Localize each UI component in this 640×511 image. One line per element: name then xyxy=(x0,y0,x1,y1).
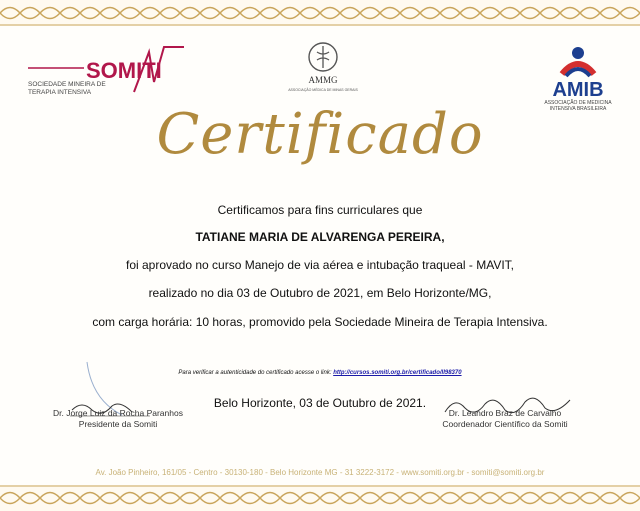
ornamental-border-bottom xyxy=(0,485,640,511)
ornamental-border-top xyxy=(0,0,640,26)
right-signer-name: Dr. Leandro Braz de Carvalho xyxy=(448,408,562,418)
somiti-wordmark: SOMITI xyxy=(86,58,162,83)
intro-text: Certificamos para fins curriculares que xyxy=(217,203,423,217)
recipient-name: TATIANE MARIA DE ALVARENGA PEREIRA, xyxy=(195,230,445,244)
right-signature-block xyxy=(430,408,580,430)
amib-subtitle-1: ASSOCIAÇÃO DE MEDICINA xyxy=(544,100,612,106)
footer-address: Av. João Pinheiro, 161/05 - Centro - 30130-180 - Belo Horizonte MG - 31 3222-3172 - www.somiti.org.br - somiti@somiti.org.br xyxy=(95,468,545,477)
course-text: foi aprovado no curso Manejo de via aérea e intubação traqueal - MAVIT, xyxy=(125,258,514,272)
ammg-wordmark: AMMG xyxy=(308,75,338,85)
workload-text: com carga horária: 10 horas, promovido pela Sociedade Mineira de Terapia Intensiva. xyxy=(92,315,548,329)
right-signer-role: Coordenador Científico da Somiti xyxy=(442,419,568,429)
date-location-text: realizado no dia 03 de Outubro de 2021, em Belo Horizonte/MG, xyxy=(148,286,492,300)
verification-text: Para verificar a autenticidade do certificado acesse o link: xyxy=(178,370,332,376)
somiti-subtitle-1: SOCIEDADE MINEIRA DE xyxy=(28,81,106,88)
amib-wordmark: AMIB xyxy=(552,79,604,101)
amib-subtitle-2: INTENSIVA BRASILEIRA xyxy=(549,106,607,112)
caduceus-icon xyxy=(317,46,329,68)
verification-link[interactable]: http://cursos.somiti.org.br/certificado/II98370 xyxy=(333,370,462,376)
somiti-subtitle-2: TERAPIA INTENSIVA xyxy=(28,89,92,96)
ammg-subtitle: ASSOCIAÇÃO MÉDICA DE MINAS GERAIS xyxy=(288,88,358,92)
left-signer-role: Presidente da Somiti xyxy=(78,419,158,429)
place-date: Belo Horizonte, 03 de Outubro de 2021. xyxy=(213,396,427,410)
ammg-logo xyxy=(288,40,358,104)
somiti-logo xyxy=(24,42,189,102)
certificate-title: Certificado xyxy=(156,102,484,167)
left-signature-block xyxy=(48,408,188,430)
left-signer-name: Dr. Jorge Luiz da Rocha Paranhos xyxy=(53,408,183,418)
